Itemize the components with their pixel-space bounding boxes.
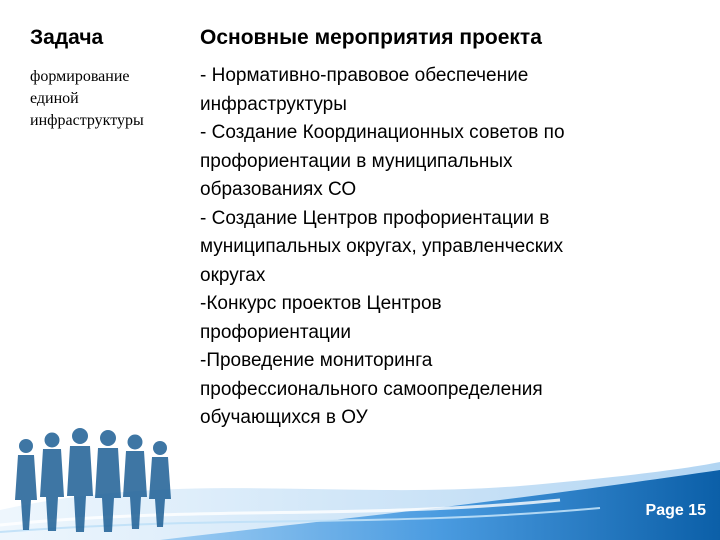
action-line: инфраструктуры xyxy=(200,93,347,115)
task-line: единой xyxy=(30,90,79,107)
task-line: формирование xyxy=(30,68,130,85)
action-line: - Создание Координационных советов по xyxy=(200,122,565,143)
task-description xyxy=(30,66,190,132)
action-line: обучающихся в ОУ xyxy=(200,407,368,428)
actions-list xyxy=(200,62,700,433)
action-line: - Нормативно-правовое обеспечение xyxy=(200,65,529,86)
task-heading: Задача xyxy=(30,26,104,49)
action-line: -Конкурс проектов Центров xyxy=(200,293,442,314)
action-line: - Создание Центров профориентации в xyxy=(200,207,550,229)
task-line: инфраструктуры xyxy=(30,112,144,129)
action-line: муниципальных округах, управленческих xyxy=(200,236,564,257)
action-line: профориентации в муниципальных xyxy=(200,150,513,172)
action-line: округах xyxy=(200,264,266,286)
action-line: профессионального самоопределения xyxy=(200,378,543,400)
actions-heading: Основные мероприятия проекта xyxy=(200,26,542,49)
action-line: образованиях СО xyxy=(200,179,357,200)
action-line: -Проведение мониторинга xyxy=(200,350,433,371)
action-line: профориентации xyxy=(200,321,352,343)
page-number: Page 15 xyxy=(645,502,706,519)
